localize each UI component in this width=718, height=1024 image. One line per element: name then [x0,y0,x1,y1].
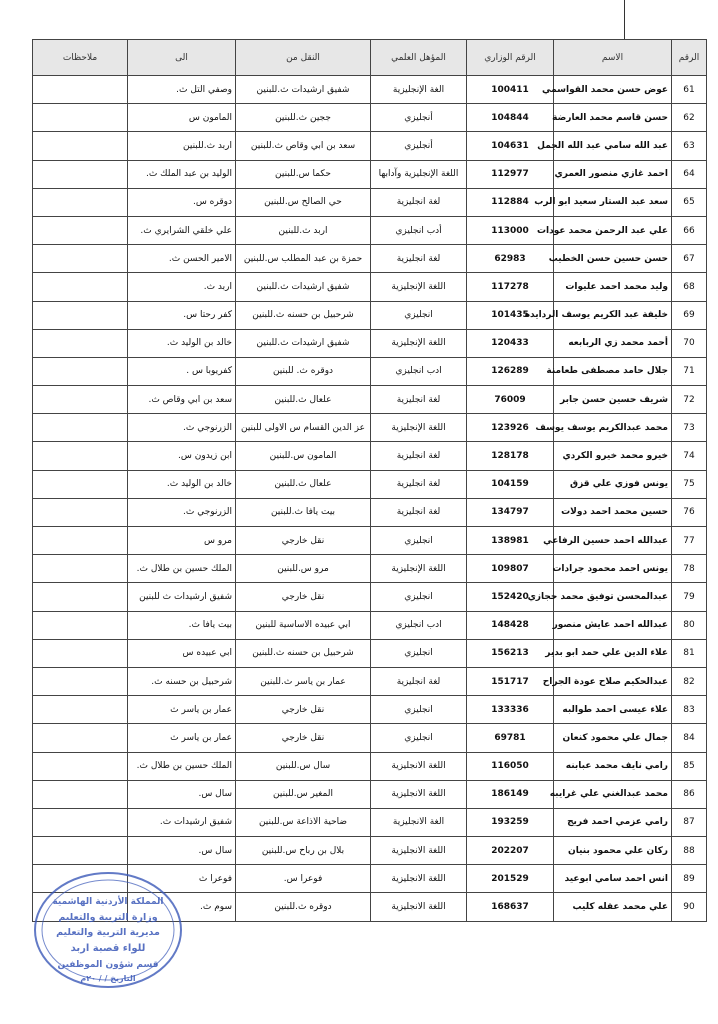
notes-cell [33,132,128,160]
transfer-from-cell: نقل خارجي [236,583,371,611]
row-number-cell: 75 [672,470,707,498]
notes-cell [33,724,128,752]
table-row [33,667,707,695]
table-row [33,527,707,555]
table-row [33,611,707,639]
notes-cell [33,696,128,724]
transfer-to-cell: بيت يافا ث. [128,611,236,639]
notes-cell [33,498,128,526]
transfer-from-cell: ضاحية الاذاعة س.للبنين [236,808,371,836]
row-number-cell: 71 [672,357,707,385]
transfer-to-cell: عمار بن ياسر ث [128,724,236,752]
qualification-cell: لغة انجليزية [371,667,467,695]
row-number-cell: 82 [672,667,707,695]
qualification-cell: انجليزي [371,639,467,667]
transfer-from-cell: عز الدين القسام س الاولى للبنين [236,414,371,442]
transfer-from-cell: ابي عبيده الاساسية للبنين [236,611,371,639]
transfer-to-cell: دوقره س. [128,188,236,216]
qualification-cell: ادب انجليزي [371,611,467,639]
transfer-from-cell: شفيق ارشيدات ث.للبنين [236,76,371,104]
employee-name-cell: سعد عبد الستار سعيد ابو الرب [554,188,672,216]
qualification-cell: اللغة الانجليزية [371,752,467,780]
qualification-cell: أنجليزي [371,104,467,132]
employee-name-cell: يونس فوزي علي قزق [554,470,672,498]
transfer-to-cell: اربد ث.للبنين [128,132,236,160]
transfer-from-cell: عمار بن ياسر ث.للبنين [236,667,371,695]
employee-name-cell: جمال علي محمود كنعان [554,724,672,752]
ministry-number-cell: 201529 [467,865,554,893]
transfer-from-cell: علعال ث.للبنين [236,386,371,414]
notes-cell [33,76,128,104]
ministry-number-cell: 100411 [467,76,554,104]
header-qualification: المؤهل العلمي [371,40,467,76]
header-name: الاسم [554,40,672,76]
notes-cell [33,780,128,808]
ministry-number-cell: 133336 [467,696,554,724]
transfer-to-cell: خالد بن الوليد ث. [128,329,236,357]
transfer-to-cell: المامون س [128,104,236,132]
transfer-from-cell: سال س.للبنين [236,752,371,780]
ministry-number-cell: 138981 [467,527,554,555]
transfer-to-cell: مرو س [128,527,236,555]
row-number-cell: 63 [672,132,707,160]
row-number-cell: 88 [672,837,707,865]
table-row [33,301,707,329]
employee-name-cell: شريف حسين حسن جابر [554,386,672,414]
employee-name-cell: عبدالحكيم صلاح عودة الجراح [554,667,672,695]
transfer-to-cell: الامير الحسن ث. [128,245,236,273]
transfer-to-cell: شفيق ارشيدات ث. [128,808,236,836]
employee-name-cell: خليفة عبد الكريم يوسف الردايده [554,301,672,329]
transfer-from-cell: سعد بن ابي وقاص ث.للبنين [236,132,371,160]
qualification-cell: لغة انجليزية [371,470,467,498]
employee-name-cell: عوض حسن محمد القواسمي [554,76,672,104]
notes-cell [33,639,128,667]
notes-cell [33,527,128,555]
transfer-to-cell: اربد ث. [128,273,236,301]
qualification-cell: لغة انجليزية [371,498,467,526]
row-number-cell: 86 [672,780,707,808]
employee-name-cell: خيرو محمد خيرو الكردي [554,442,672,470]
notes-cell [33,329,128,357]
transfer-to-cell: خالد بن الوليد ث. [128,470,236,498]
stamp-district: للواء قصبة اربد [70,943,146,954]
row-number-cell: 65 [672,188,707,216]
transfer-from-cell: ججين ث.للبنين [236,104,371,132]
ministry-number-cell: 186149 [467,780,554,808]
transfer-from-cell: اربد ث.للبنين [236,216,371,244]
notes-cell [33,837,128,865]
qualification-cell: أنجليزي [371,132,467,160]
table-row [33,696,707,724]
row-number-cell: 61 [672,76,707,104]
table-row [33,639,707,667]
qualification-cell: لغة انجليزية [371,188,467,216]
table-row [33,386,707,414]
notes-cell [33,470,128,498]
header-num: الرقم [672,40,707,76]
ministry-number-cell: 101435 [467,301,554,329]
qualification-cell: اللغة الإنجليزية [371,329,467,357]
ministry-number-cell: 156213 [467,639,554,667]
row-number-cell: 80 [672,611,707,639]
employee-name-cell: عبدالمحسن توفيق محمد حجازي [554,583,672,611]
transfer-from-cell: نقل خارجي [236,696,371,724]
notes-cell [33,273,128,301]
row-number-cell: 78 [672,555,707,583]
header-transfer-to: الى [128,40,236,76]
header-notes: ملاحظات [33,40,128,76]
transfer-to-cell: سال س. [128,780,236,808]
ministry-number-cell: 69781 [467,724,554,752]
transfer-to-cell: عمار بن ياسر ث [128,696,236,724]
official-stamp [32,870,184,990]
transfer-to-cell: سال س. [128,837,236,865]
qualification-cell: انجليزي [371,301,467,329]
qualification-cell: اللغة الانجليزية [371,780,467,808]
table-row [33,160,707,188]
notes-cell [33,188,128,216]
row-number-cell: 90 [672,893,707,921]
notes-cell [33,104,128,132]
qualification-cell: لغة انجليزية [371,442,467,470]
notes-cell [33,216,128,244]
transfer-from-cell: فوعرا س. [236,865,371,893]
ministry-number-cell: 126289 [467,357,554,385]
row-number-cell: 70 [672,329,707,357]
ministry-number-cell: 152420 [467,583,554,611]
transfer-to-cell: فوعرا ث [128,865,236,893]
transfer-to-cell: علي خلقي الشرايري ث. [128,216,236,244]
ministry-number-cell: 123926 [467,414,554,442]
notes-cell [33,357,128,385]
table-row [33,752,707,780]
transfer-to-cell: ابي عبيده س [128,639,236,667]
qualification-cell: لغة انجليزية [371,386,467,414]
ministry-number-cell: 193259 [467,808,554,836]
stamp-directorate: مديرية التربية والتعليم [56,927,160,938]
employee-name-cell: يونس احمد محمود جرادات [554,555,672,583]
notes-cell [33,611,128,639]
ministry-number-cell: 104159 [467,470,554,498]
row-number-cell: 69 [672,301,707,329]
transfer-from-cell: بلال بن رباح س.للبنين [236,837,371,865]
qualification-cell: ادب انجليزي [371,357,467,385]
employee-name-cell: علاء عيسى احمد طوالبه [554,696,672,724]
qualification-cell: انجليزي [371,583,467,611]
qualification-cell: أدب انجليزي [371,216,467,244]
ministry-number-cell: 112977 [467,160,554,188]
table-body [33,76,707,922]
employee-name-cell: محمد عبدالكريم يوسف يوسف [554,414,672,442]
employee-name-cell: محمد عبدالغني علي غرايبه [554,780,672,808]
transfer-from-cell: نقل خارجي [236,724,371,752]
notes-cell [33,301,128,329]
row-number-cell: 81 [672,639,707,667]
ministry-number-cell: 168637 [467,893,554,921]
ministry-number-cell: 76009 [467,386,554,414]
table-row [33,724,707,752]
employee-name-cell: رامي عزمي احمد فريج [554,808,672,836]
row-number-cell: 85 [672,752,707,780]
transfer-from-cell: حمزة بن عبد المطلب س.للبنين [236,245,371,273]
top-margin-line [624,0,625,40]
ministry-number-cell: 113000 [467,216,554,244]
transfer-from-cell: دوقره ث.للبنين [236,893,371,921]
table-row [33,357,707,385]
notes-cell [33,667,128,695]
ministry-number-cell: 148428 [467,611,554,639]
employee-name-cell: احمد غازي منصور العمري [554,160,672,188]
ministry-number-cell: 202207 [467,837,554,865]
row-number-cell: 64 [672,160,707,188]
table-row [33,837,707,865]
transfer-to-cell: سعد بن ابي وقاص ث. [128,386,236,414]
qualification-cell: الغة الانجليزية [371,808,467,836]
qualification-cell: الغة الإنجليزية [371,76,467,104]
row-number-cell: 77 [672,527,707,555]
table-row [33,583,707,611]
header-ministry-number: الرقم الوزاري [467,40,554,76]
transfer-to-cell: كفر رحتا س. [128,301,236,329]
employee-name-cell: وليد محمد احمد عليوات [554,273,672,301]
notes-cell [33,414,128,442]
transfer-to-cell: سوم ث. [128,893,236,921]
transfer-from-cell: بيت يافا ث.للبنين [236,498,371,526]
qualification-cell: انجليزي [371,696,467,724]
ministry-number-cell: 134797 [467,498,554,526]
row-number-cell: 87 [672,808,707,836]
qualification-cell: لغة انجليزية [371,245,467,273]
table-row [33,104,707,132]
transfer-from-cell: حكما س.للبنين [236,160,371,188]
transfer-from-cell: المامون س.للبنين [236,442,371,470]
qualification-cell: اللغة الإنجليزية [371,414,467,442]
qualification-cell: اللغة الإنجليزية وآدابها [371,160,467,188]
stamp-department: قسم شؤون الموظفين [57,960,159,970]
table-row [33,273,707,301]
transfer-to-cell: شرحبيل بن حسنه ث. [128,667,236,695]
employee-name-cell: رامي نايف محمد عبابنه [554,752,672,780]
transfer-from-cell: مرو س.للبنين [236,555,371,583]
table-header-row [33,40,707,76]
qualification-cell: انجليزي [371,724,467,752]
employee-name-cell: عبد الله سامي عبد الله الجمل [554,132,672,160]
table-row [33,808,707,836]
table-row [33,216,707,244]
ministry-number-cell: 117278 [467,273,554,301]
table-row [33,76,707,104]
row-number-cell: 72 [672,386,707,414]
row-number-cell: 74 [672,442,707,470]
transfer-from-cell: علعال ث.للبنين [236,470,371,498]
row-number-cell: 73 [672,414,707,442]
table-row [33,442,707,470]
ministry-number-cell: 112884 [467,188,554,216]
transfer-from-cell: المغير س.للبنين [236,780,371,808]
qualification-cell: اللغة الانجليزية [371,865,467,893]
row-number-cell: 68 [672,273,707,301]
qualification-cell: اللغة الانجليزية [371,893,467,921]
transfer-to-cell: الوليد بن عبد الملك ث. [128,160,236,188]
transfer-to-cell: وصفي التل ث. [128,76,236,104]
ministry-number-cell: 109807 [467,555,554,583]
transfer-from-cell: حي الصالح س.للبنين [236,188,371,216]
row-number-cell: 67 [672,245,707,273]
transfer-to-cell: شفيق ارشيدات ث للبنين [128,583,236,611]
table-row [33,188,707,216]
qualification-cell: اللغة الانجليزية [371,837,467,865]
transfer-to-cell: كفريوبا س . [128,357,236,385]
notes-cell [33,442,128,470]
notes-cell [33,752,128,780]
ministry-number-cell: 104844 [467,104,554,132]
employee-name-cell: ركان علي محمود بنيان [554,837,672,865]
row-number-cell: 83 [672,696,707,724]
transfer-to-cell: الزرنوجي ث. [128,414,236,442]
employee-name-cell: حسين محمد احمد دولات [554,498,672,526]
row-number-cell: 89 [672,865,707,893]
ministry-number-cell: 128178 [467,442,554,470]
employee-name-cell: علي محمد عقله كليب [554,893,672,921]
notes-cell [33,583,128,611]
ministry-number-cell: 104631 [467,132,554,160]
table-row [33,470,707,498]
transfer-from-cell: شفيق ارشيدات ث.للبنين [236,273,371,301]
table-row [33,414,707,442]
transfer-from-cell: نقل خارجي [236,527,371,555]
table-row [33,780,707,808]
transfer-to-cell: ابن زيدون س. [128,442,236,470]
transfer-to-cell: الزرنوجي ث. [128,498,236,526]
header-transfer-from: النقل من [236,40,371,76]
employee-name-cell: انس احمد سامي ابوعيد [554,865,672,893]
ministry-number-cell: 151717 [467,667,554,695]
transfer-from-cell: شرحبيل بن حسنه ث.للبنين [236,639,371,667]
table-row [33,498,707,526]
table-row [33,555,707,583]
row-number-cell: 76 [672,498,707,526]
table-row [33,329,707,357]
ministry-number-cell: 120433 [467,329,554,357]
row-number-cell: 84 [672,724,707,752]
employee-name-cell: حسن قاسم محمد العارضة [554,104,672,132]
table-row [33,132,707,160]
employee-transfer-table [32,39,707,922]
employee-name-cell: علاء الدين علي حمد ابو بدير [554,639,672,667]
stamp-kingdom: المملكة الأردنية الهاشمية [52,897,164,907]
transfer-to-cell: الملك حسين بن طلال ث. [128,752,236,780]
ministry-number-cell: 116050 [467,752,554,780]
row-number-cell: 79 [672,583,707,611]
transfer-to-cell: الملك حسين بن طلال ث. [128,555,236,583]
employee-name-cell: حسن حسين حسن الخطيب [554,245,672,273]
notes-cell [33,245,128,273]
ministry-number-cell: 62983 [467,245,554,273]
employee-name-cell: عبدالله احمد عايش منصور [554,611,672,639]
qualification-cell: انجليزي [371,527,467,555]
table-row [33,245,707,273]
employee-name-cell: أحمد محمد زي الربابعه [554,329,672,357]
employee-name-cell: عبدالله احمد حسين الرفاعي [554,527,672,555]
stamp-date: التاريخ / / ٢٠م [80,974,136,983]
qualification-cell: اللغة الإنجليزية [371,273,467,301]
row-number-cell: 62 [672,104,707,132]
notes-cell [33,808,128,836]
notes-cell [33,555,128,583]
transfer-from-cell: شفيق ارشيدات ث.للبنين [236,329,371,357]
stamp-ministry: وزارة التربية والتعليم [58,912,158,923]
qualification-cell: اللغة الإنجليزية [371,555,467,583]
row-number-cell: 66 [672,216,707,244]
notes-cell [33,386,128,414]
employee-name-cell: جلال حامد مصطفى طعامنة [554,357,672,385]
employee-name-cell: علي عبد الرحمن محمد عودات [554,216,672,244]
transfer-from-cell: شرحبيل بن حسنه ث.للبنين [236,301,371,329]
transfer-from-cell: دوقره ث. للبنين [236,357,371,385]
notes-cell [33,160,128,188]
